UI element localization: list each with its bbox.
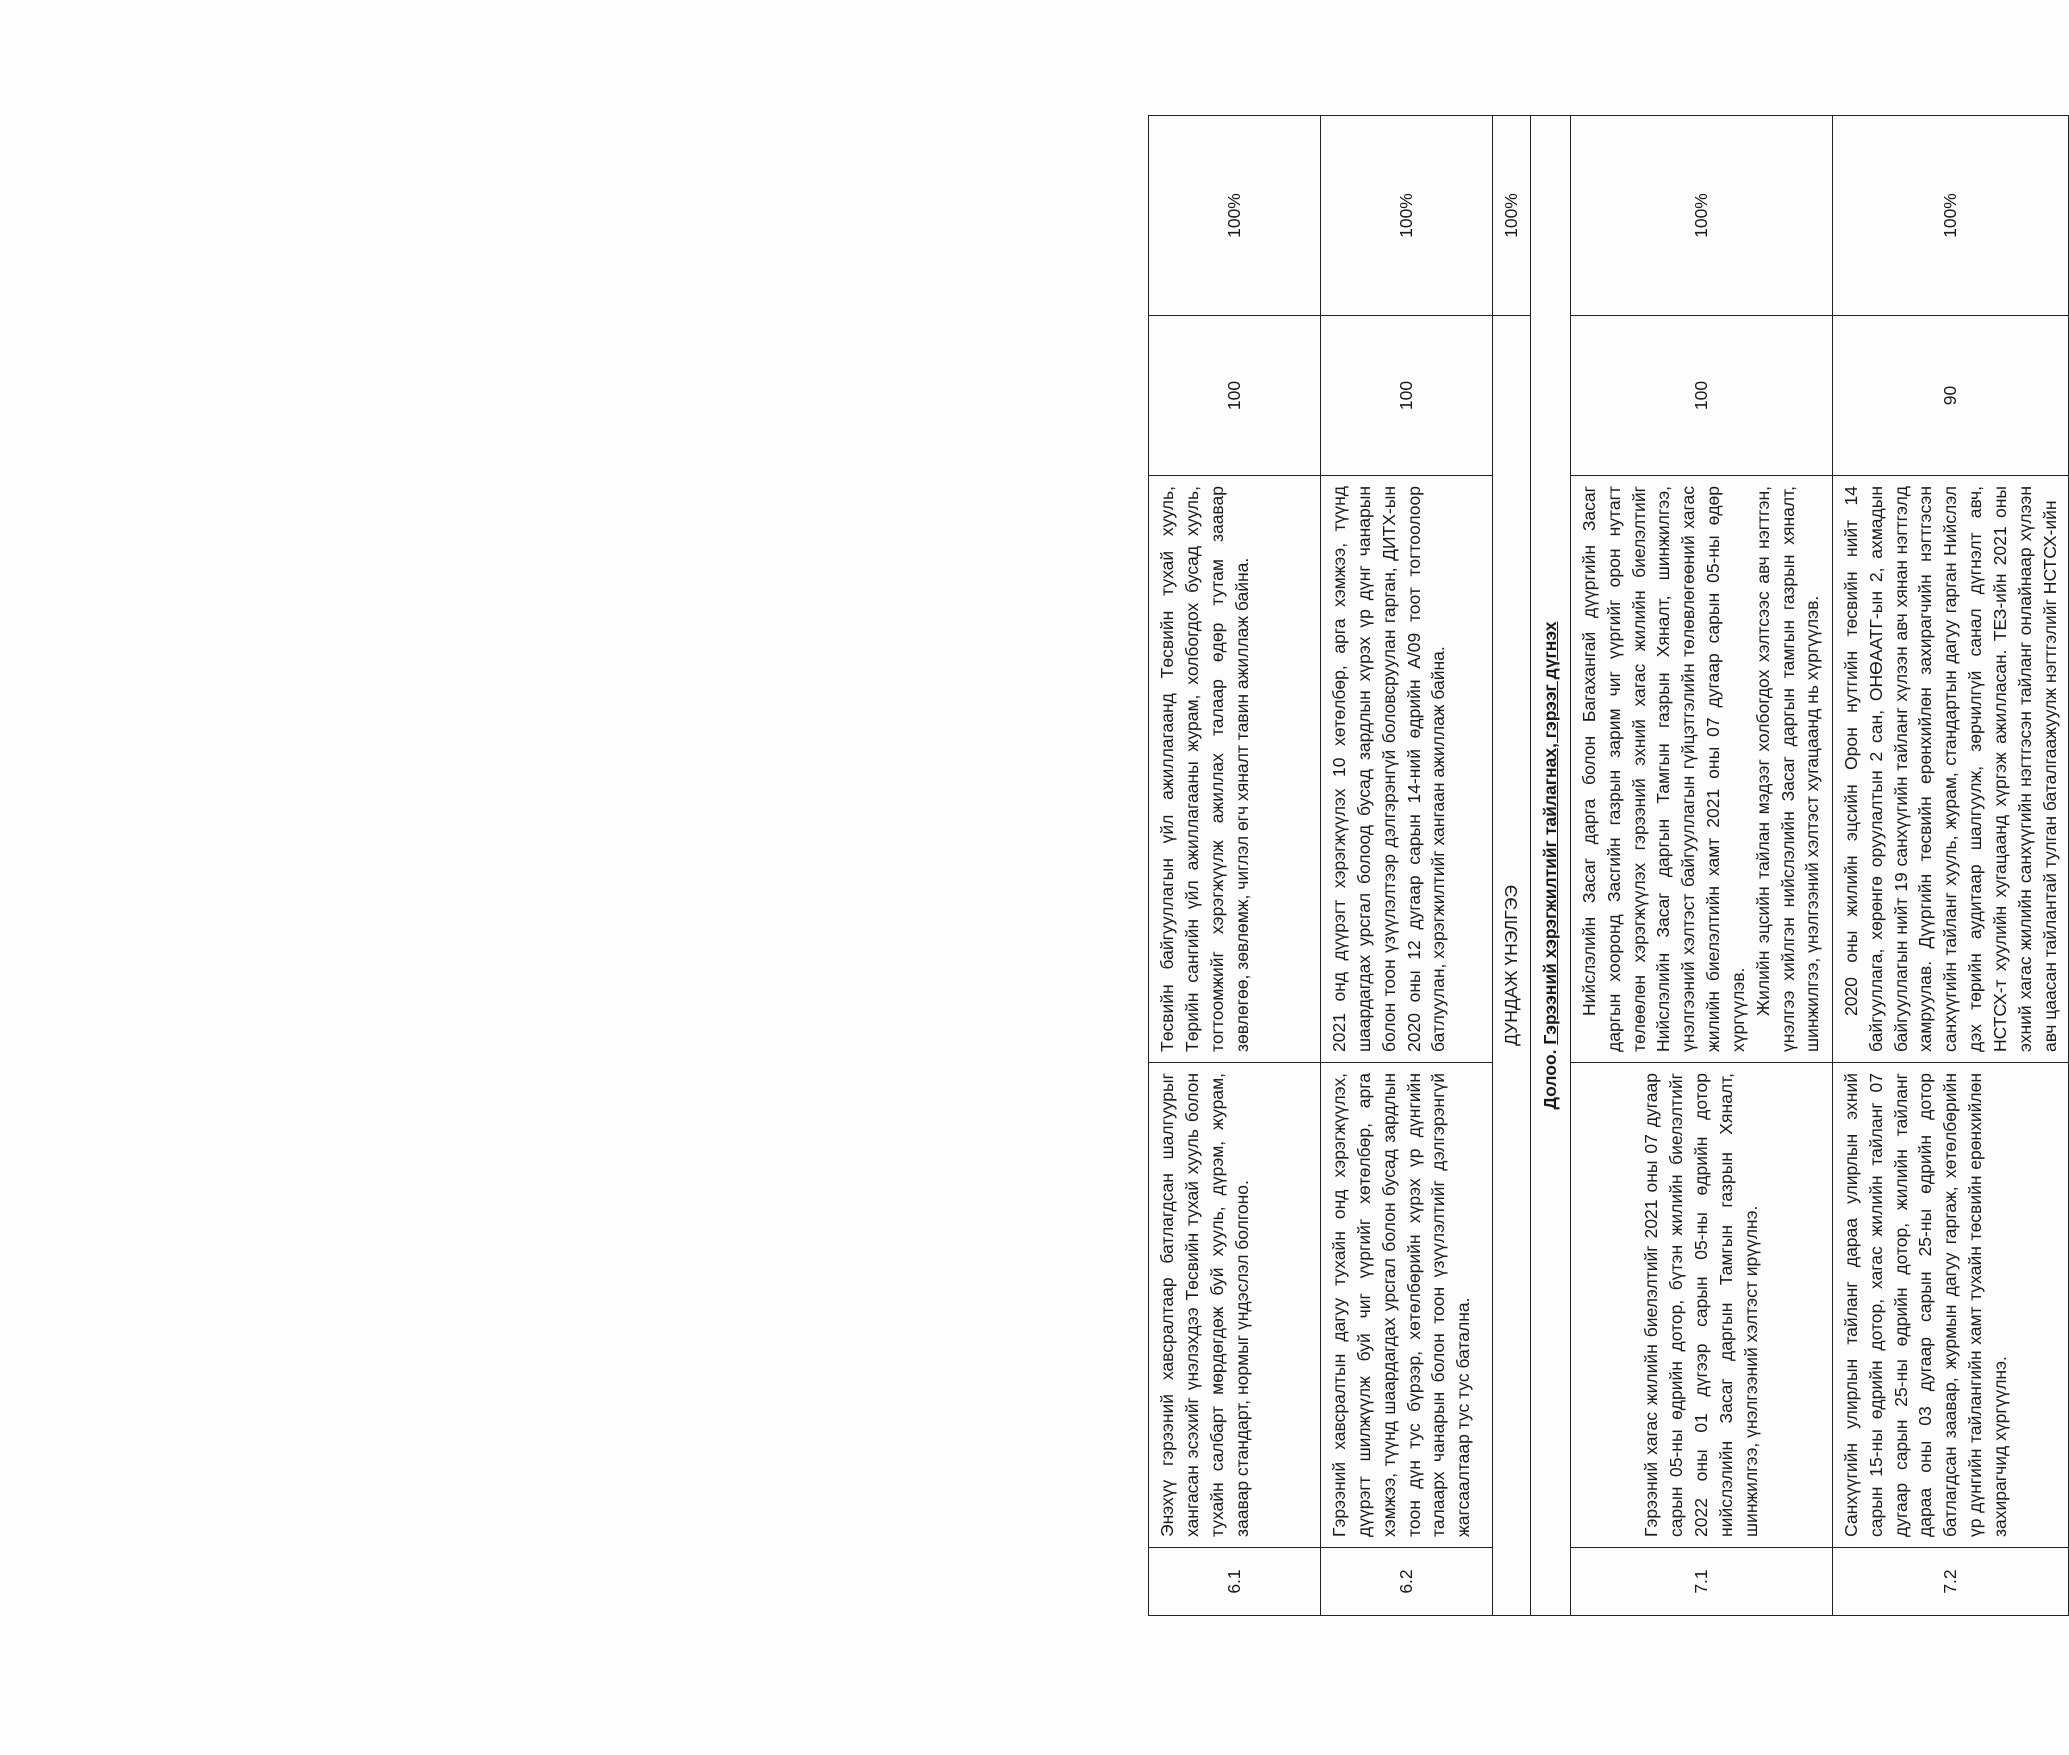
section-heading	[1530, 116, 1570, 1616]
percent-cell: 100%	[1832, 116, 2069, 316]
report-cell	[1832, 476, 2069, 1063]
requirement-cell: Гэрээний хагас жилийн биелэлтийг 2021 оны 07 дугаар сарын 05-ны өдрийн дотор, бүтэн жилийн биелэлтийг 2022 оны 01 дүгээр сарын 05-ны өдрийн дотор нийслэлийн Засаг даргын Тамгын газрын Хяналт, шинжилгээ, үнэлгээний хэлтэст ирүүлнэ.	[1570, 1063, 1832, 1548]
section-heading-row	[1530, 116, 1570, 1616]
row-number: 6.2	[1321, 1548, 1493, 1616]
section-prefix: Долоо.	[1539, 1044, 1560, 1110]
report-paragraph: Нийслэлийн Засаг дарга болон Багахангай дүүргийн Засаг даргын хооронд Засгийн газрын зарим чиг үүргийг орон нутагт төлөөлөн хэрэгжүүлэх гэрээний эхний хагас жилийн биелэлтийг Нийслэлийн Засаг даргын Тамгын газрын Хяналт, шинжилгээ, үнэлгээний хэлтэст байгууллагын гүйцэтгэлийн төлөвлөгөөний хагас жилийн биелэлтийн хамт 2021 оны 07 дугаар сарын 05-ны өдөр хүргүүлэв.	[1578, 486, 1748, 1052]
report-cell: 2021 онд дүүрэгт хэрэгжүүлэх 10 хөтөлбөр, арга хэмжээ, түүнд шаардагдах урсгал болоод бусад зардлын хүрэх үр дүнг чанарын болон тоон үзүүлэлтээр дэлгэрэнгүй боловсруулан гарган, ДИТХ-ын 2020 оны 12 дугаар сарын 14-ний өдрийн А/09 тоот тогтоолоор батлуулан, хэрэгжилтийг хангаан ажиллаж байна.	[1321, 476, 1493, 1063]
table-row	[1570, 116, 1832, 1616]
report-paragraph: 2020 оны жилийн эцсийн Орон нутгийн төсвийн нийт 14 байгууллага, хөрөнгө оруулалтын 2 сан, ОНӨААТГ-ын 2, ахмадын байгууллагын нийт 19 санхүүгийн тайланг хүлээн авч хянан нэгтгэлд хамруулав. Дүүргийн төсвийн ерөнхийлөн захирагчийн нэгтгэсэн санхүүгийн тайланг хууль, журам, стандартын дагуу гарган Нийслэл дэх төрийн аудитаар шалгуулж, зөрчилгүй санал дүгнэлт авч, НСТСХ-т хуулийн хугацаанд хүргэж ажилласан. ТЕЗ-ийн 2021 оны эхний хагас жилийн санхүүгийн нэгтгэсэн тайланг онлайнаар хүлээн авч цаасан тайлантай тулган баталгаажуулж нэгтгэлийг НСТСХ-ийн	[1840, 486, 2060, 1052]
average-percent: 100%	[1493, 116, 1531, 316]
average-label: ДУНДАЖ ҮНЭЛГЭЭ	[1493, 316, 1531, 1616]
row-number: 7.2	[1832, 1548, 2069, 1616]
report-paragraph: Жилийн эцсийн тайлан мэдээг холбогдох хэлтсээс авч нэгтгэн, үнэлгээ хийлгэн нийслэлийн Засаг даргын тамгын газрын хяналт, шинжилгээ, үнэлгээний хэлтэст хугацаанд нь хүргүүлэв.	[1752, 486, 1823, 1052]
section-title: Гэрээний хэрэгжилтийг тайлагнах, гэрээг дүгнэх	[1539, 621, 1560, 1045]
row-number: 6.1	[1149, 1548, 1321, 1616]
table-row	[1832, 116, 2069, 1616]
plan-score-cell: 90	[1832, 316, 2069, 476]
percent-cell: 100%	[1570, 116, 1832, 316]
requirement-cell: Энэхүү гэрээний хавсралтаар батлагдсан шалгуурыг хангасан эсэхийг үнэлэхдээ Төсвийн тухай хууль болон тухайн салбарт мөрдөгдөж буй хууль, дүрэм, журам, заавар стандарт, нормыг үндэслэл болгоно.	[1149, 1063, 1321, 1548]
row-number: 7.1	[1570, 1548, 1832, 1616]
plan-score-cell: 100	[1321, 316, 1493, 476]
report-cell: Төсвийн байгууллагын үйл ажиллагаанд Төсвийн тухай хууль, Төрийн сангийн үйл ажиллагааны журам, холбогдох бусад хууль, тогтоомжийг хэрэгжүүлж ажиллах талаар өдөр тутам заавар зөвлөгөө, зөвлөмж, чиглэл өгч хяналт тавин ажиллаж байна.	[1149, 476, 1321, 1063]
requirement-cell: Санхүүгийн улирлын тайланг дараа улирлын эхний сарын 15-ны өдрийн дотор, хагас жилийн тайланг 07 дугаар сарын 25-ны өдрийн дотор, жилийн тайланг дараа оны 03 дугаар сарын 25-ны өдрийн дотор батлагдсан заавар, журмын дагуу гаргаж, хөтөлбөрийн үр дүнгийн тайлангийн хамт тухайн төсвийн ерөнхийлөн захирагчид хүргүүлнэ.	[1832, 1063, 2069, 1548]
table-row	[1321, 116, 1493, 1616]
contract-evaluation-table	[1148, 115, 2069, 1616]
report-cell	[1570, 476, 1832, 1063]
plan-score-cell: 100	[1570, 316, 1832, 476]
table-row	[1149, 116, 1321, 1616]
percent-cell: 100%	[1149, 116, 1321, 316]
evaluation-table-rotated	[1148, 116, 2060, 1616]
percent-cell: 100%	[1321, 116, 1493, 316]
requirement-cell: Гэрээний хавсралтын дагуу тухайн онд хэрэгжүүлэх, дүүрэгт шилжүүлж буй чиг үүргийг хөтөлбөр, арга хэмжээ, түүнд шаардагдах урсгал болон бусад зардлын тоон дүн тус бүрээр, хөтөлбөрийн хүрэх үр дүнгийн талаарх чанарын болон тоон үзүүлэлтийг дэлгэрэнгүй жагсаалтаар тус тус батална.	[1321, 1063, 1493, 1548]
average-row	[1493, 116, 1531, 1616]
plan-score-cell: 100	[1149, 316, 1321, 476]
